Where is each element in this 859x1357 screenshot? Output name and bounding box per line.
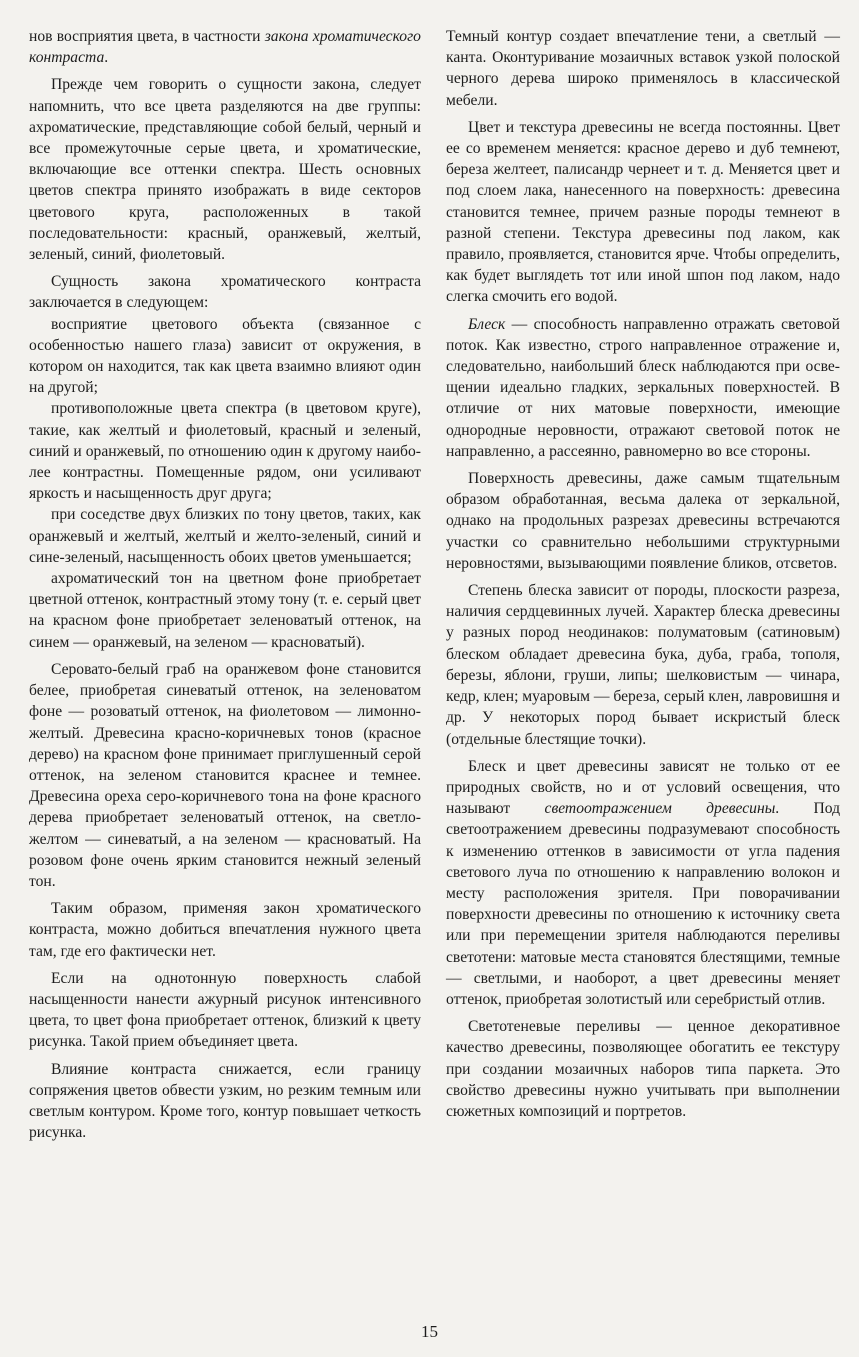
paragraph bbox=[446, 314, 840, 462]
right-text-column bbox=[446, 26, 840, 1128]
text-run: при соседстве двух близких по тону цветов, таких, как оранжевый и желтый, желтый и желто-зеленый, синий и сине-зеленый, насыщенность обоих цветов уменьшается; bbox=[29, 506, 421, 566]
paragraph bbox=[29, 504, 421, 568]
paragraph bbox=[29, 398, 421, 504]
text-run: нов восприятия цвета, в частности bbox=[29, 28, 265, 45]
text-run: восприятие цветового объекта (связанное с особенностью нашего глаза) зависит от окружения, в котором он находится, так как цвета взаимно влияют один на другой; bbox=[29, 315, 421, 397]
paragraph bbox=[446, 580, 840, 750]
paragraph bbox=[29, 74, 421, 265]
text-run: ахроматический тон на цветном фоне приобретает цветной оттенок, контрастный этому тону (т. е. серый цвет на красном фоне приобретает зеленоватый оттенок, на синем — оранжевый, на зеленом — красноватый). bbox=[29, 570, 421, 651]
paragraph bbox=[29, 898, 421, 962]
paragraph bbox=[446, 1016, 840, 1122]
paragraph bbox=[29, 659, 421, 892]
paragraph bbox=[29, 1059, 421, 1144]
text-run: — способность направленно отражать световой поток. Как известно, строго направленное отражение и, следовательно, наибольший блеск наблюдаются при освещении идеально гладких, зеркальных поверхностей. В отличие от них матовые поверхности, имеющие однородные неровности, отражают световой поток не направленно, а рассеянно, равномерно во все стороны. bbox=[446, 315, 840, 460]
text-run: . Под светоотражением древесины подразумевают способность к изменению оттенков в зависимости от угла падения светового луча по отношению к направлению волокон и месту расположения зрителя. При поворачивании поверхности древесины по отношению к источнику света или при перемещении зрителя наблюдаются переливы светотени: матовые места становятся блестящими, темные — светлыми, и наоборот, а цвет древесины меняет оттенок, приобретая золотистый или серебристый отлив. bbox=[446, 800, 841, 1008]
text-run: Серовато-белый граб на оранжевом фоне становится белее, приобретая синеватый оттенок, на зеленоватом фоне — розоватый оттенок, на фиолетовом — лимонно-желтый. Древесина красно-коричневых тонов (красное дерево) на красном фоне принимает приглушенный серой оттенок, на зеленом становится краснее и темнее. Древесина ореха серо-коричневого тона на фоне красного дерева приобретает зеленоватый оттенок, на светло-желтом — синеватый, а на зеленом — красноватый. На розовом фоне очень ярким становится нежный зеленый тон. bbox=[29, 660, 421, 890]
text-run: Блеск и цвет древесины зависят не только от ее природных свойств, но и от условий освещения, что называют bbox=[446, 757, 840, 818]
paragraph bbox=[29, 568, 421, 653]
text-run: Цвет и текстура древесины не всегда постоянны. Цвет ее со временем меняется: красное дерево и дуб темнеют, береза желтеет, палисандр чернеет и т. д. Меняется цвет и под слоем лака, нанесенного на поверхность: древесина становится темнее, причем разные породы темнеют в разной степени. Текстура древесины под лаком, как правило, проявляется, становится ярче. Чтобы определить, как будет выглядеть тот или иной шпон под лаком, надо слегка смочить его водой. bbox=[446, 118, 840, 306]
italic-term: закона хроматического контраста bbox=[29, 28, 421, 67]
text-run: Сущность закона хроматического контраста заключается в следующем: bbox=[29, 273, 421, 312]
paragraph bbox=[446, 468, 840, 574]
text-run: Влияние контраста снижается, если границу сопряжения цветов обвести узким, но резким темным или светлым контуром. Кроме того, контур повышает четкость рисунка. bbox=[29, 1060, 421, 1142]
paragraph bbox=[29, 314, 421, 399]
text-run: Степень блеска зависит от породы, плоскости разреза, наличия сердцевинных лучей. Характер блеска древесины у разных пород неодинаков: полуматовым (сатиновым) блеском обладает древесина бука, дуба, граба, тополя, березы, яблони, груши, липы; шелковистым — чинара, кедр, клен; муаровым — береза, серый клен, лавровишня и др. У некоторых пород бывает искристый блеск (отдельные блестящие точки). bbox=[446, 582, 840, 748]
paragraph bbox=[29, 26, 421, 68]
text-run: Если на однотонную поверхность слабой насыщенности нанести ажурный рисунок интенсивного цвета, то цвет фона приобретает оттенок, близкий к цвету рисунка. Такой прием объединяет цвета. bbox=[29, 969, 421, 1051]
text-run: Прежде чем говорить о сущности закона, следует напомнить, что все цвета разделяются на две группы: ахроматические, представляющие собой белый, черный и все промежуточные серые цвета, и хроматические, включающие все оттенки спектра. Шесть основных цветов спектра принято изображать в виде секторов цветового круга, расположенных в такой последовательности: красный, оранжевый, желтый, зеленый, синий, фиолетовый. bbox=[29, 76, 421, 264]
text-run: противоположные цвета спектра (в цветовом круге), такие, как желтый и фиолетовый, красный и зеленый, синий и оранжевый, по отношению один к другому наиболее контрастны. Помещенные рядом, они усиливают яркость и насыщенность друг друга; bbox=[29, 400, 421, 503]
paragraph bbox=[29, 968, 421, 1053]
paragraph bbox=[446, 117, 840, 308]
text-run: Таким образом, применяя закон хроматического контраста, можно добиться впечатления нужного цвета там, где его фактически нет. bbox=[29, 900, 421, 960]
italic-term: светоотражением древесины bbox=[544, 800, 776, 818]
text-run: . bbox=[104, 49, 109, 67]
paragraph bbox=[446, 26, 840, 111]
paragraph bbox=[446, 756, 840, 1010]
italic-term: Блеск bbox=[468, 315, 506, 333]
text-run: Поверхность древесины, даже самым тщательным образом обработанная, весьма далека от зеркальной, однако на продольных разрезах древесины встречаются участки со сравнительно небольшими структурными неровностями, вызывающими появление бликов, отсветов. bbox=[446, 470, 840, 572]
text-run: Темный контур создает впечатление тени, а светлый — канта. Оконтуривание мозаичных вставок узкой полоской черного дерева широко применялось в классической мебели. bbox=[446, 28, 840, 109]
left-text-column bbox=[29, 26, 421, 1149]
paragraph bbox=[29, 271, 421, 313]
page-number: 15 bbox=[421, 1322, 438, 1341]
text-run: Светотеневые переливы — ценное декоративное качество древесины, позволяющее обогатить ее текстуру при создании мозаичных наборов типа паркета. Это свойство древесины нужно учитывать при выполнении сюжетных композиций и портретов. bbox=[446, 1018, 840, 1120]
